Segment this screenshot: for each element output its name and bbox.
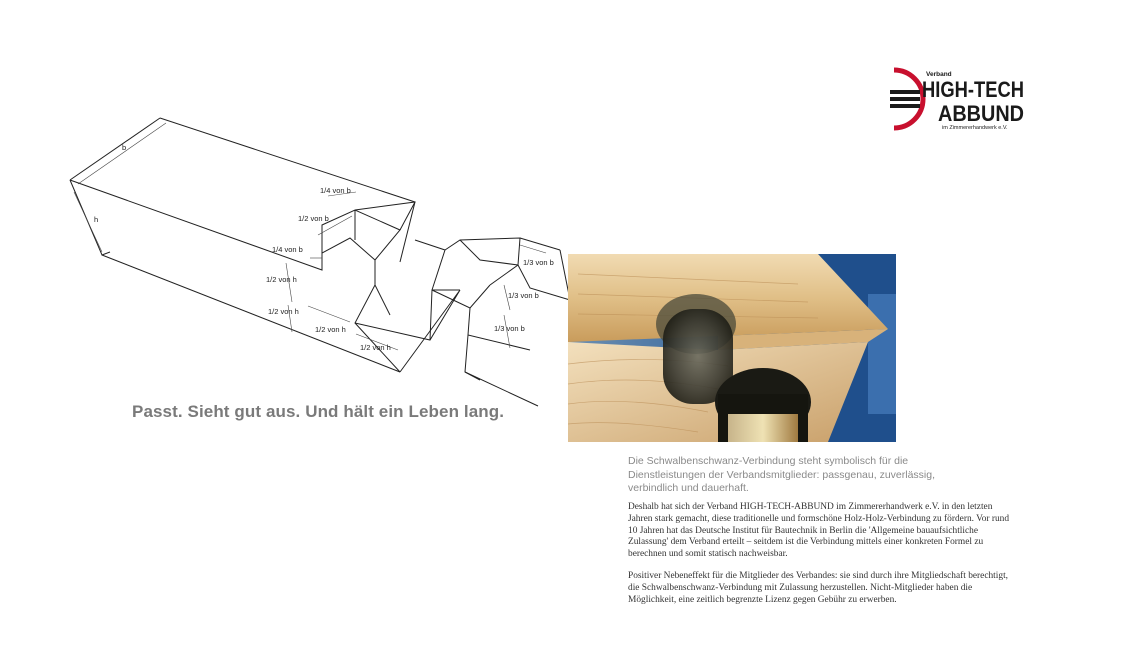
logo-bar-1 — [890, 90, 920, 94]
logo-bar-3 — [890, 104, 920, 108]
drill-on-dovetail-photo — [568, 254, 896, 442]
label-quarter-b-bottom: 1/4 von b — [272, 245, 303, 254]
drill-photo — [568, 254, 896, 442]
logo-small-bottom: im Zimmererhandwerk e.V. — [942, 125, 1008, 131]
label-half-h-upper: 1/2 von h — [266, 275, 297, 284]
label-half-b: 1/2 von b — [298, 214, 329, 223]
logo-line1: HIGH-TECH — [922, 77, 1024, 102]
logo-bar-2 — [890, 97, 920, 101]
paragraph-2: Positiver Nebeneffekt für die Mitglieder des Verbandes: sie sind durch ihre Mitgliedschaft berechtigt, die Schwalbenschwanz-Verbindung mit Zulassung herzustellen. Nicht-Mitglieder haben die Möglichkeit, eine zeitlich begrenzte Lizenz gegen Gebühr zu erwerben. — [628, 571, 1009, 605]
dimension-lines — [74, 123, 546, 350]
paragraph-1: Deshalb hat sich der Verband HIGH-TECH-ABBUND im Zimmererhandwerk e.V. in den letzten Jahren stark gemacht, diese traditionelle und formschöne Holz-Holz-Verbindung zu fördern. Vor rund 10 Jahren hat das Deutsche Institut für Bautechnik in Berlin die 'Allgemeine bauaufsichtliche Zulassung' dem Verband erteilt – seitdem ist die Verbindung mittels einer konkreten Formel zu berechnen und somit statisch nachweisbar. — [628, 502, 1010, 560]
association-logo — [888, 66, 1028, 132]
dovetail-diagram — [60, 110, 580, 450]
label-third-b-1: 1/3 von b — [523, 258, 554, 267]
label-b: b — [122, 143, 127, 152]
logo-mark — [888, 66, 1028, 132]
label-h: h — [94, 215, 99, 224]
diagram-lines — [70, 118, 570, 406]
slogan: Passt. Sieht gut aus. Und hält ein Leben lang. — [132, 402, 505, 421]
intro-text: Die Schwalbenschwanz-Verbindung steht symbolisch für die Dienstleistungen der Verbandsmitglieder: passgenau, zuverlässig, verbindlich und dauerhaft. — [628, 455, 936, 494]
label-third-b-3: 1/3 von b — [494, 324, 525, 333]
dovetail-drawing — [60, 110, 580, 450]
logo-small-top: Verband — [926, 71, 952, 78]
label-half-h-lower: 1/2 von h — [268, 307, 299, 316]
dimension-labels — [94, 143, 554, 352]
label-third-b-2: 1/3 von b — [508, 291, 539, 300]
label-half-h-mid: 1/2 von h — [315, 325, 346, 334]
logo-line2: ABBUND — [938, 101, 1024, 126]
label-half-h-right: 1/2 von h — [360, 343, 391, 352]
label-quarter-b-top: 1/4 von b — [320, 186, 351, 195]
